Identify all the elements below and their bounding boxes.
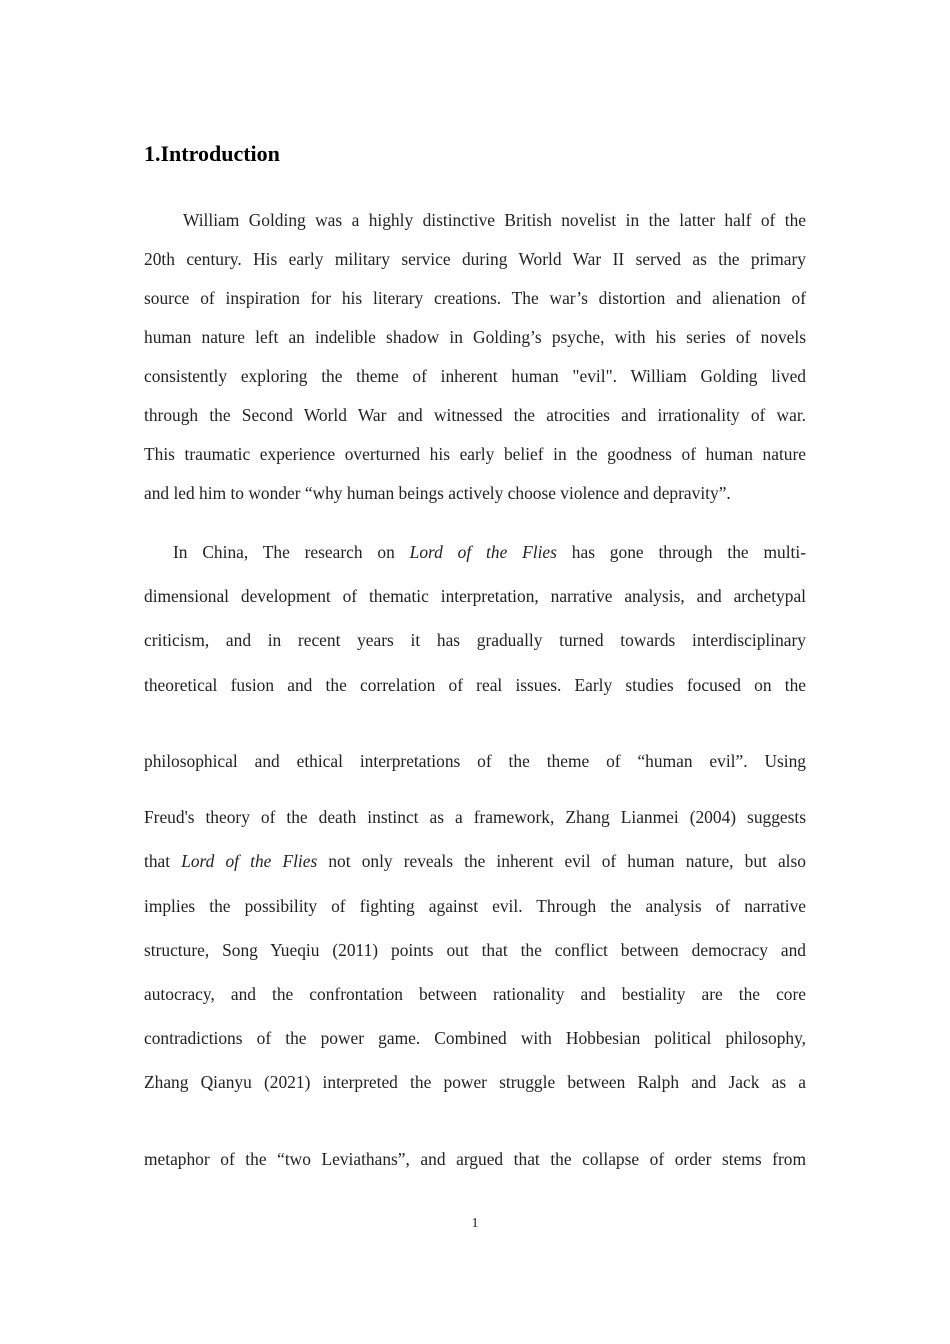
paragraph-2-line: Freud's theory of the death instinct as a framework, Zhang Lianmei (2004) suggests [144,807,806,827]
section-heading: 1.Introduction [144,141,280,166]
paragraph-2-line: autocracy, and the confrontation between rationality and bestiality are the core [144,984,806,1004]
paragraph-1-line: This traumatic experience overturned his early belief in the goodness of human nature [144,444,806,464]
paragraph-2-line: criticism, and in recent years it has gradually turned towards interdisciplinary [144,630,806,650]
paragraph-1-line: through the Second World War and witnessed the atrocities and irrationality of war. [144,405,806,425]
paragraph-2-line [144,849,806,873]
paragraph-2-line: metaphor of the “two Leviathans”, and argued that the collapse of order stems from [144,1149,806,1169]
paragraph-2-line: theoretical fusion and the correlation of real issues. Early studies focused on the [144,675,806,695]
paragraph-1-line: 20th century. His early military service during World War II served as the primary [144,249,806,269]
paragraph-2-line: philosophical and ethical interpretations of the theme of “human evil”. Using [144,751,806,771]
page-number: 1 [471,1216,479,1231]
paragraph-2-line [173,540,806,564]
line-text: that [144,851,171,871]
book-title: Lord of the Flies [181,851,318,871]
line-text: In China, The research on [173,542,395,562]
paragraph-1-line: consistently exploring the theme of inherent human "evil". William Golding lived [144,366,806,386]
paragraph-2-line: implies the possibility of fighting against evil. Through the analysis of narrative [144,896,806,916]
paragraph-1-line: source of inspiration for his literary creations. The war’s distortion and alienation of [144,288,806,308]
line-text: not only reveals the inherent evil of human nature, but also [328,851,806,871]
paragraph-2-line: dimensional development of thematic interpretation, narrative analysis, and archetypal [144,586,806,606]
paragraph-2-line: structure, Song Yueqiu (2011) points out that the conflict between democracy and [144,940,806,960]
paragraph-2-line: contradictions of the power game. Combined with Hobbesian political philosophy, [144,1028,806,1048]
paragraph-2-line: Zhang Qianyu (2021) interpreted the power struggle between Ralph and Jack as a [144,1072,806,1092]
paragraph-1-line: and led him to wonder “why human beings actively choose violence and depravity”. [144,483,731,503]
line-text: has gone through the multi- [571,542,806,562]
paragraph-1-line: William Golding was a highly distinctive British novelist in the latter half of the [183,210,806,230]
book-title: Lord of the Flies [409,542,557,562]
paragraph-1-line: human nature left an indelible shadow in Golding’s psyche, with his series of novels [144,327,806,347]
